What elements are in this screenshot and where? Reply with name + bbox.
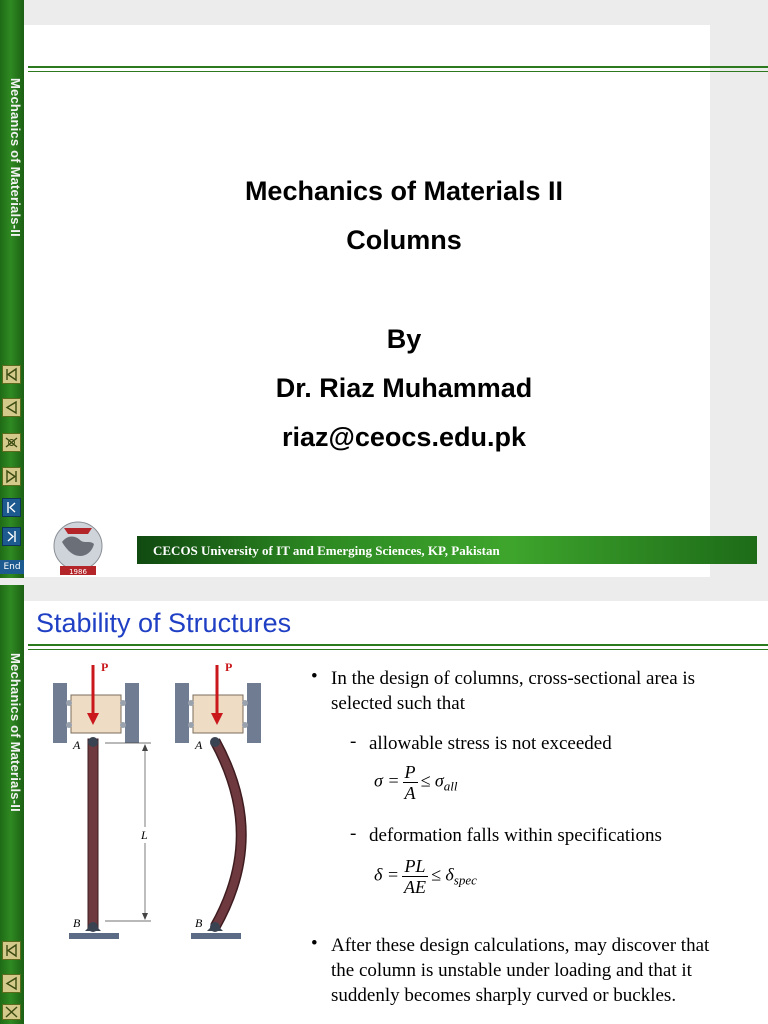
- home-button[interactable]: [2, 433, 21, 452]
- left-point-b: B: [73, 916, 81, 930]
- bullet-1: In the design of columns, cross-sectional area is selected such that: [331, 668, 696, 714]
- by-label: By: [386, 324, 422, 354]
- deformation-equation: δ = $\frac{PL}{AE}$ ≤ $\delta_{spec}$: [374, 856, 477, 897]
- dash-marker-2: -: [350, 823, 357, 844]
- sub-bullet-2: deformation falls within specifications: [369, 825, 662, 846]
- home-icon: [3, 1005, 20, 1019]
- content-slide-rule-thin: [28, 649, 768, 650]
- last-slide-button[interactable]: [2, 467, 21, 486]
- first-slide-icon: [3, 366, 20, 383]
- right-guide-left: [175, 683, 189, 743]
- dash-marker-1: -: [350, 731, 357, 752]
- back-button[interactable]: [2, 498, 21, 517]
- first-slide-button-2[interactable]: [2, 941, 21, 960]
- sidebar-course-title: Mechanics of Materials-II: [8, 78, 23, 237]
- previous-slide-icon: [3, 399, 20, 416]
- buckled-column: [215, 741, 241, 927]
- right-guide-right: [247, 683, 261, 743]
- first-slide-icon: [3, 942, 20, 959]
- author-name: Dr. Riaz Muhammad: [275, 373, 533, 403]
- sidebar-course-title-2: Mechanics of Materials-II: [8, 653, 23, 812]
- left-guide-right: [125, 683, 139, 743]
- university-footer: [137, 536, 757, 564]
- left-base: [69, 933, 119, 939]
- course-title: Mechanics of Materials II: [244, 176, 564, 206]
- home-icon: [3, 434, 20, 451]
- length-label: L: [141, 828, 148, 842]
- first-slide-button[interactable]: [2, 365, 21, 384]
- title-slide: [24, 25, 710, 577]
- bullet-marker-2: •: [311, 933, 318, 954]
- right-base: [191, 933, 241, 939]
- logo-year: 1986: [69, 568, 87, 576]
- next-icon: [3, 528, 20, 545]
- column-buckling-figure: [45, 655, 280, 945]
- content-slide-rule: [28, 644, 768, 646]
- straight-column: [88, 739, 98, 929]
- topic-title: Columns: [346, 225, 462, 255]
- right-point-a: A: [195, 738, 203, 752]
- bullet-marker-1: •: [311, 666, 318, 687]
- university-logo: [50, 516, 106, 576]
- sub-bullet-1: allowable stress is not exceeded: [369, 733, 612, 754]
- stress-equation: σ = $\frac{P}{A}$ ≤ $\sigma_{all}$: [374, 762, 458, 803]
- slide-title: Stability of Structures: [36, 608, 292, 638]
- left-point-a: A: [73, 738, 81, 752]
- next-button[interactable]: [2, 527, 21, 546]
- sidebar-bottom: [0, 585, 24, 1024]
- right-load-label: P: [225, 660, 233, 674]
- previous-slide-button[interactable]: [2, 398, 21, 417]
- right-point-b: B: [195, 916, 203, 930]
- last-slide-icon: [3, 468, 20, 485]
- home-button-2[interactable]: [2, 1004, 21, 1020]
- title-slide-rule-thin: [28, 71, 768, 72]
- author-email: riaz@ceocs.edu.pk: [282, 422, 526, 452]
- bullet-2: After these design calculations, may discover that the column is unstable under loading and that it suddenly becomes sharply curved or buckles.: [331, 935, 710, 1006]
- sidebar-top: [0, 0, 24, 578]
- end-button[interactable]: End: [0, 560, 24, 574]
- previous-slide-icon: [3, 975, 20, 992]
- university-name: CECOS University of IT and Emerging Sciences, KP, Pakistan: [153, 543, 500, 558]
- title-slide-rule-top: [28, 66, 768, 68]
- back-icon: [3, 499, 20, 516]
- left-guide-left: [53, 683, 67, 743]
- left-load-label: P: [101, 660, 109, 674]
- previous-slide-button-2[interactable]: [2, 974, 21, 993]
